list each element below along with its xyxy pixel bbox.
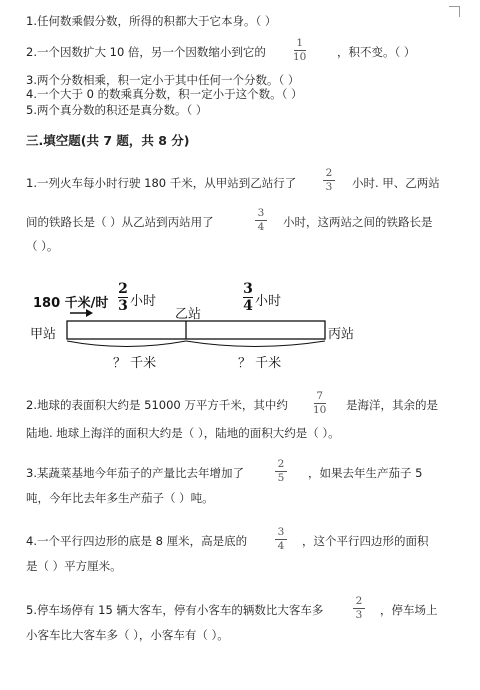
fill-question-1-line2-tail: 小时，这两站之间的铁路长是 bbox=[283, 215, 433, 229]
fraction-denominator: 10 bbox=[293, 51, 307, 63]
diagram-unit-1: 小时 bbox=[130, 294, 157, 309]
fill-question-4-fraction bbox=[275, 527, 287, 552]
judge-question-3: 3.两个分数相乘，积一定小于其中任何一个分数。（ ） bbox=[26, 73, 300, 87]
unknown-distance-left: ？ 千米 bbox=[113, 356, 157, 371]
unknown-distance-right: ？ 千米 bbox=[238, 356, 282, 371]
fill-question-1-line3: （ ）。 bbox=[26, 239, 59, 253]
fill-question-5-fraction bbox=[353, 596, 365, 621]
fill-question-4-line1: 4.一个平行四边形的底是 8 厘米，高是底的 bbox=[26, 534, 248, 548]
fill-question-2-fraction bbox=[313, 391, 326, 416]
fraction-numerator: 2 bbox=[325, 167, 333, 179]
arrow-head bbox=[86, 309, 93, 317]
fill-question-3-line2: 吨，今年比去年多生产茄子（ ）吨。 bbox=[26, 491, 214, 505]
fraction-numerator: 3 bbox=[243, 281, 253, 297]
fraction-denominator: 4 bbox=[243, 298, 253, 314]
fill-question-5-line2: 小客车比大客车多（ ），小客车有（ ）。 bbox=[26, 628, 229, 642]
fraction-denominator: 4 bbox=[277, 540, 285, 552]
fill-question-3-fraction bbox=[275, 459, 287, 484]
fill-question-4-line2: 是（ ）平方厘米。 bbox=[26, 559, 122, 573]
fill-question-2-line1-tail: 是海洋，其余的是 bbox=[346, 398, 438, 412]
station-mid: 乙站 bbox=[175, 307, 202, 322]
fraction-numerator: 2 bbox=[118, 281, 128, 297]
fraction-numerator: 7 bbox=[316, 390, 324, 402]
fill-question-3-line1-tail: ，如果去年生产茄子 5 bbox=[308, 466, 423, 480]
judge-question-4: 4.一个大于 0 的数乘真分数，积一定小于这个数。（ ） bbox=[26, 87, 303, 101]
fraction-denominator: 3 bbox=[118, 298, 128, 314]
distance-bar bbox=[67, 321, 325, 339]
judge-question-2-text: 2.一个因数扩大 10 倍，另一个因数缩小到它的 bbox=[26, 45, 266, 59]
left-brace bbox=[67, 341, 186, 347]
judge-question-1: 1.任何数乘假分数，所得的积都大于它本身。（ ） bbox=[26, 14, 277, 28]
fill-question-5-line1-tail: ，停车场上 bbox=[380, 603, 438, 617]
diagram-fraction-2 bbox=[243, 282, 253, 313]
fill-question-5-line1: 5.停车场停有 15 辆大客车，停有小客车的辆数比大客车多 bbox=[26, 603, 324, 617]
fill-question-2-line1: 2.地球的表面积大约是 51000 万平方千米，其中约 bbox=[26, 398, 288, 412]
fraction-numerator: 3 bbox=[277, 526, 285, 538]
fraction-numerator: 1 bbox=[296, 37, 304, 49]
station-end: 丙站 bbox=[328, 327, 355, 342]
judge-question-5: 5.两个真分数的积还是真分数。（ ） bbox=[26, 103, 208, 117]
fraction-denominator: 4 bbox=[257, 221, 265, 233]
station-start: 甲站 bbox=[30, 327, 57, 342]
speed-label: 180 千米/时 bbox=[33, 296, 109, 311]
fraction-numerator: 3 bbox=[257, 207, 265, 219]
fraction-denominator: 3 bbox=[355, 609, 363, 621]
fill-question-1-line1-tail: 小时. 甲、乙两站 bbox=[352, 176, 440, 190]
fraction-numerator: 2 bbox=[355, 595, 363, 607]
right-brace bbox=[186, 341, 325, 347]
fill-question-3-line1: 3.某蔬菜基地今年茄子的产量比去年增加了 bbox=[26, 466, 244, 480]
fraction-denominator: 5 bbox=[277, 472, 285, 484]
fill-question-1-line1: 1.一列火车每小时行驶 180 千米，从甲站到乙站行了 bbox=[26, 176, 297, 190]
fill-question-2-line2: 陆地. 地球上海洋的面积大约是（ ），陆地的面积大约是（ ）。 bbox=[26, 426, 340, 440]
fill-question-4-line1-tail: ，这个平行四边形的面积 bbox=[302, 534, 429, 548]
fill-question-1-line2: 间的铁路长是（ ）从乙站到丙站用了 bbox=[26, 215, 214, 229]
section-title: 三.填空题(共 7 题，共 8 分) bbox=[26, 133, 190, 148]
diagram-unit-2: 小时 bbox=[255, 294, 282, 309]
fraction-numerator: 2 bbox=[277, 458, 285, 470]
fraction-denominator: 3 bbox=[325, 181, 333, 193]
fraction-denominator: 10 bbox=[313, 404, 327, 416]
judge-question-2-tail: ，积不变。（ ） bbox=[337, 45, 416, 59]
diagram-fraction-1 bbox=[118, 282, 128, 313]
